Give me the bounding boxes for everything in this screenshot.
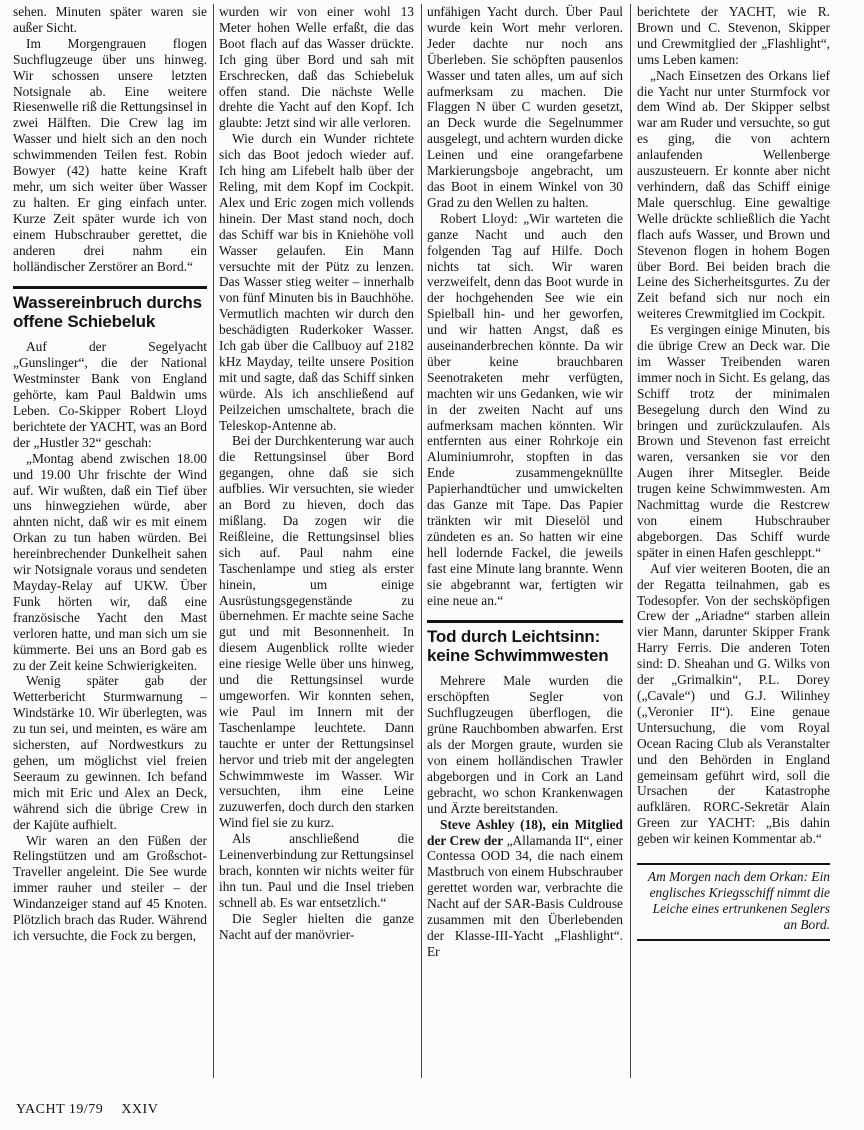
page-number: XXIV: [121, 1102, 159, 1117]
section-heading: Tod durch Leichtsinn: keine Schwimmwesten: [427, 620, 623, 665]
paragraph: Als anschließend die Leinenverbindung zur Rettungsinsel brach, konnten wir nichts weiter für ihn tun. Paul und die Insel trieben schnell ab. Es war entsetzlich.“: [219, 831, 414, 910]
paragraph: „Nach Einsetzen des Orkans lief die Yacht nur unter Sturmfock vor dem Wind ab. Der Skipper selbst war am Ruder und versuchte, so gut es ging, die von achtern anlaufenden Wellenberge auszusteuern. Er konnte aber nicht verhindern, daß das Schiff einige Male querschlug. Eine gewaltige Welle drückte schließlich die Yacht flach aufs Wasser, und Brown und Stevenon flogen in hohem Bogen über Bord. Bei beiden brach die Leine des Sicherheitsgurtes. Zu der Zeit befand sich nur noch ein weiteres Crewmitglied im Cockpit.: [637, 67, 830, 322]
column-divider: [630, 4, 631, 1078]
paragraph: Wir waren an den Füßen der Relingstützen und am Großschot-Traveller angeleint. Die See wurde immer rauher und steiler – der Windanzeiger stand auf 45 Knoten. Plötzlich brach das Ruder. Während ich versuchte, die Fock zu bergen,: [13, 832, 207, 943]
photo-caption: Am Morgen nach dem Orkan: Ein englisches Kriegsschiff nimmt die Leiche eines ertrunkenen Seglers an Bord.: [637, 863, 830, 941]
paragraph: Auf vier weiteren Booten, die an der Regatta teilnahmen, gab es Todesopfer. Von der sechsköpfigen Crew der „Ariadne“ starben allein vier Mann, darunter Skipper Frank Harry Ferris. Die anderen Toten sind: D. Sheahan und G. Wilks von der „Grimalkin“, P.L. Dorey („Cavale“) und G.J. Wilinhey („Veronier II“). Eine genaue Untersuchung, die vom Royal Ocean Racing Club als Veranstalter und den Behörden in England gemeinsam geführt wird, soll die Ursachen der Katastrophe aufklären. RORC-Sekretär Alain Green zur YACHT: „Bis dahin geben wir keinen Kommentar ab.“: [637, 560, 830, 847]
paragraph: wurden wir von einer wohl 13 Meter hohen Welle erfaßt, die das Boot flach auf das Wasser drückte. Ich ging über Bord und sah mit Erschrecken, daß das Schiebeluk offen stand. Die nächste Welle drehte die Yacht auf den Kopf. Ich glaubte: Jetzt sind wir alle verloren.: [219, 4, 414, 131]
paragraph: berichtete der YACHT, wie R. Brown und C. Stevenon, Skipper und Crewmitglied der „Flashlight“, ums Leben kamen:: [637, 4, 830, 67]
article-column-2: [219, 4, 414, 1084]
paragraph-text: „Allamanda II“, einer Contessa OOD 34, die nach einem Mastbruch von einem Hubschrauber gerettet worden war, verbrachte die Nacht auf der SAR-Basis Culdrouse zusammen mit den Überlebenden der Klasse-III-Yacht „Flashlight“. Er: [427, 832, 623, 959]
paragraph: Die Segler hielten die ganze Nacht auf der manövrier-: [219, 910, 414, 942]
paragraph: Im Morgengrauen flogen Suchflugzeuge über uns hinweg. Wir schossen unsere letzten Notsignale ab. Eine weitere Riesenwelle riß die Rettungsinsel in zwei Hälften. Die Crew lag im Wasser und hielt sich an den noch schwimmenden Teilen fest. Robin Bowyer (42) hatte keine Kraft mehr, um sich weiter über Wasser zu halten. Er ging einfach unter. Kurze Zeit später wurde ich von einem Hubschrauber gerettet, die anderen drei nahm ein holländischer Zerstörer an Bord.“: [13, 35, 207, 274]
paragraph: sehen. Minuten später waren sie außer Sicht.: [13, 4, 207, 35]
paragraph: Auf der Segelyacht „Gunslinger“, die der National Westminster Bank von England gehörte, kam Paul Baldwin ums Leben. Co-Skipper Robert Lloyd berichtete der YACHT, was an Bord der „Hustler 32“ geschah:: [13, 339, 207, 450]
page-footer: [16, 1102, 172, 1118]
paragraph: unfähigen Yacht durch. Über Paul wurde kein Wort mehr verloren. Jeder dachte nur noch ans Überleben. Sie schöpften pausenlos Wasser und taten alles, um auf sich aufmerksam zu machen. Die Flaggen N über C wurden gesetzt, an Deck wurde die Segelnummer ausgelegt, und achtern wurden dicke Leinen und eine orangefarbene Markierungsboje angebracht, um das Boot in einem Winkel von 30 Grad zu den Wellen zu halten.: [427, 4, 623, 210]
paragraph: Robert Lloyd: „Wir warteten die ganze Nacht und auch den folgenden Tag auf Hilfe. Doch nichts tat sich. Wir waren verzweifelt, denn das Boot wurde in der hochgehenden See wie ein Spielball hin- und her geworfen, und wir hatten Angst, daß es auseinanderbrechen könnte. Da wir über keine brauchbaren Seenotraketen mehr verfügten, machten wir uns Gedanken, wie wir in der zweiten Nacht auf uns aufmerksam machen könnten. Wir entfernten aus einer Rohrkoje ein Aluminiumrohr, stopften in das Ende zusammengeknüllte Papierhandtücher und umwickelten das Ganze mit Tape. Das Papier tränkten wir mit Dieselöl und zündeten es an. So hatten wir eine hell lodernde Fackel, die jeweils fast eine Minute lang brannte. Wenn sie abgebrannt war, fertigten wir eine neue an.“: [427, 210, 623, 608]
column-divider: [421, 4, 422, 1078]
section-heading: Wassereinbruch durchs offene Schiebeluk: [13, 286, 207, 331]
paragraph: Es vergingen einige Minuten, bis die übrige Crew an Deck war. Die im Wasser Treibenden waren immer noch in Sicht. Es gelang, das Schiff trotz der minimalen Besegelung durch den Wind zu bringen und zurückzulaufen. Als Brown und Stevenon fast erreicht waren, versanken sie vor den Augen ihrer Mitsegler. Beide trugen keine Schwimmwesten. Am Nachmittag wurde die Restcrew von einem Hubschrauber abgeborgen. Das Schiff wurde später in einen Hafen geschleppt.“: [637, 322, 830, 560]
paragraph: Wenig später gab der Wetterbericht Sturmwarnung – Windstärke 10. Wir überlegten, was zu tun sei, und meinten, es wäre am sichersten, auf Nordwestkurs zu gehen, um möglichst viel freien Seeraum zu gewinnen. Ich befand mich mit Eric und Alex an Deck, während sich die übrige Crew in der Kajüte aufhielt.: [13, 673, 207, 832]
paragraph: „Montag abend zwischen 18.00 und 19.00 Uhr frischte der Wind auf. Wir wußten, daß ein Tief über uns hinwegziehen würde, aber ahnten nicht, daß wir es mit einem Orkan zu tun haben würden. Bei hereinbrechender Dunkelheit sahen wir Notsignale voraus und sendeten Mayday-Relay auf UKW. Über Funk hörten wir, daß eine französische Yacht den Mast verloren hatte, und man sich um sie kümmerte. Bei uns an Bord gab es zu der Zeit keine Schwierigkeiten.: [13, 450, 207, 673]
lead-in-bold: Steve Ashley (18), ein Mitglied der Crew der: [427, 816, 623, 848]
column-divider: [213, 4, 214, 1078]
issue-label: YACHT 19/79: [16, 1102, 104, 1117]
paragraph: Bei der Durchkenterung war auch die Rettungsinsel über Bord gegangen, ohne daß sie sich aufblies. Wir versuchten, sie wieder an Bord zu hieven, doch das mißlang. Da zogen wir die Reißleine, die Rettungsinsel blies sich auf. Paul nahm eine Taschenlampe und stieg als erster hinein, um einige Ausrüstungsgegenstände zu übernehmen. Er machte seine Sache gut und mit Besonnenheit. In diesem Augenblick rollte wieder eine riesige Welle über uns hinweg, und die Rettungsinsel wurde umgeworfen. Wir konnten sehen, wie Paul im Innern mit der Taschenlampe leuchtete. Dann tauchte er unter der Rettungsinsel hervor und trieb mit der angelegten Schwimmweste im Wasser. Wir versuchten, ihm eine Leine zuzuwerfen, doch durch den starken Wind fiel sie zu kurz.: [219, 433, 414, 831]
article-column-3: [427, 4, 623, 1084]
paragraph: Mehrere Male wurden die erschöpften Segler von Suchflugzeugen überflogen, die grüne Rauchbomben abwarfen. Erst als der Morgen graute, wurden sie von einem holländischen Trawler abgeborgen und in Cork an Land gebracht, wo schon Krankenwagen und Ärzte bereitstanden.: [427, 673, 623, 816]
article-column-4: [637, 4, 830, 1084]
article-column-1: [13, 4, 207, 1084]
paragraph: Wie durch ein Wunder richtete sich das Boot jedoch wieder auf. Ich hing am Lifebelt halb über der Reling, mit dem Kopf im Cockpit. Alex und Eric zogen mich vollends hinein. Der Mast stand noch, doch das Schiff war bis in Kniehöhe voll Wasser gelaufen. Ein Mann versuchte mit der Pütz zu lenzen. Das Wasser stieg weiter – innerhalb von fünf Minuten bis in Bauchhöhe. Vermutlich machten wir durch den beschädigten Ruderkoker Wasser. Ich gab über die Callbuoy auf 2182 kHz Mayday, teilte unsere Position mit und sagte, daß das Schiff sinken würde. Als ich anschließend auf Peilzeichen umschaltete, brach die Teleskop-Antenne ab.: [219, 131, 414, 433]
paragraph: [427, 817, 623, 960]
